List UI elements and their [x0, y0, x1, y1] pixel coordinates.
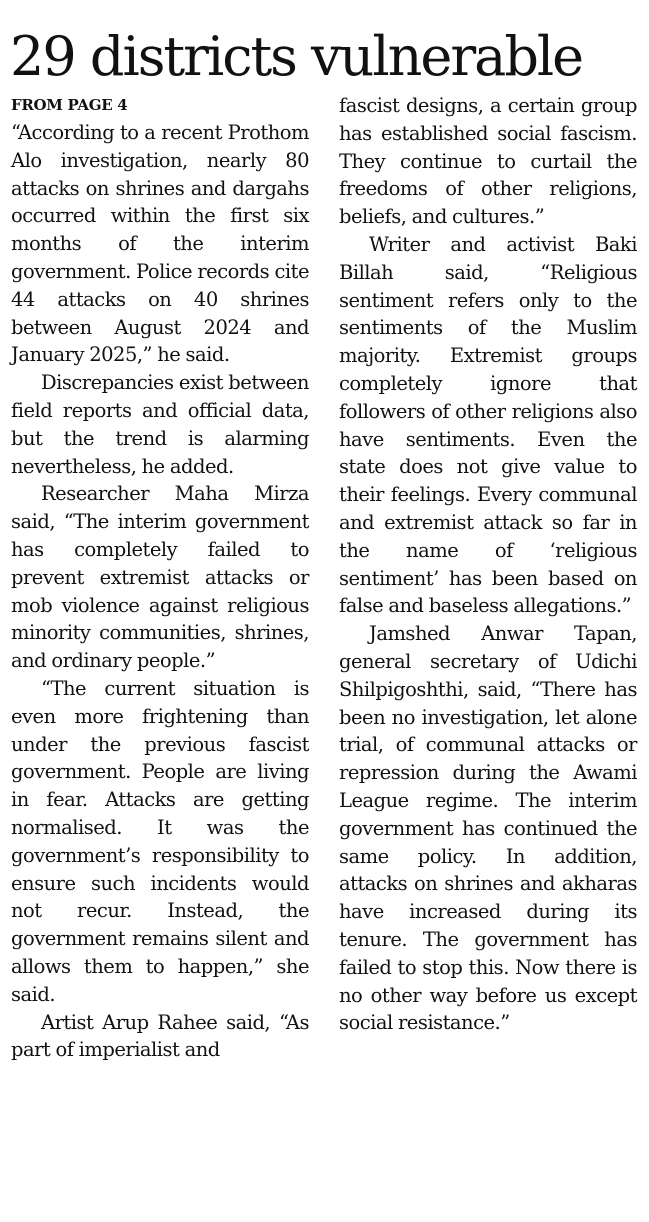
paragraph: “According to a recent Prothom Alo investigation, nearly 80 attacks on shrines and dargahs occurred within the first six months of the interim government. Police records cite 44 attacks on 40 shrines between August 2024 and January 2025,” he said.: [11, 121, 309, 367]
paragraph: fascist designs, a certain group has established social fascism. They continue to curtail the freedoms of other religions, beliefs, and cultures.”: [339, 94, 637, 229]
paragraph: Artist Arup Rahee said, “As part of imperialist and: [11, 1010, 309, 1062]
paragraph: “The current situation is even more frightening than under the previous fascist government. People are living in fear. Attacks are getting normalised. It was the government’s responsibility to ensure such incidents would not recur. Instead, the government remains silent and allows them to happen,” she said.: [11, 676, 309, 1006]
paragraph: Writer and activist Baki Billah said, “Religious sentiment refers only to the sentiments of the Muslim majority. Extremist groups completely ignore that followers of other religions also have sentiments. Even the state does not give value to their feelings. Every communal and extremist attack so far in the name of ‘religious sentiment’ has been based on false and baseless allegations.”: [339, 232, 637, 618]
paragraph: Jamshed Anwar Tapan, general secretary of Udichi Shilpigoshthi, said, “There has been no investigation, let alone trial, of communal attacks or repression during the Awami League regime. The interim government has continued the same policy. In addition, attacks on shrines and akharas have increased during its tenure. The government has failed to stop this. Now there is no other way before us except social resistance.”: [339, 622, 637, 1035]
continuation-kicker: FROM PAGE 4: [11, 96, 128, 114]
headline: 29 districts vulnerable: [10, 25, 583, 88]
article-column-right: [339, 92, 637, 1037]
article-column-left: [11, 92, 309, 1064]
paragraph: Discrepancies exist between field reports and official data, but the trend is alarming nevertheless, he added.: [11, 371, 309, 478]
paragraph: Researcher Maha Mirza said, “The interim government has completely failed to prevent extremist attacks or mob violence against religious minority communities, shrines, and ordinary people.”: [11, 482, 309, 673]
